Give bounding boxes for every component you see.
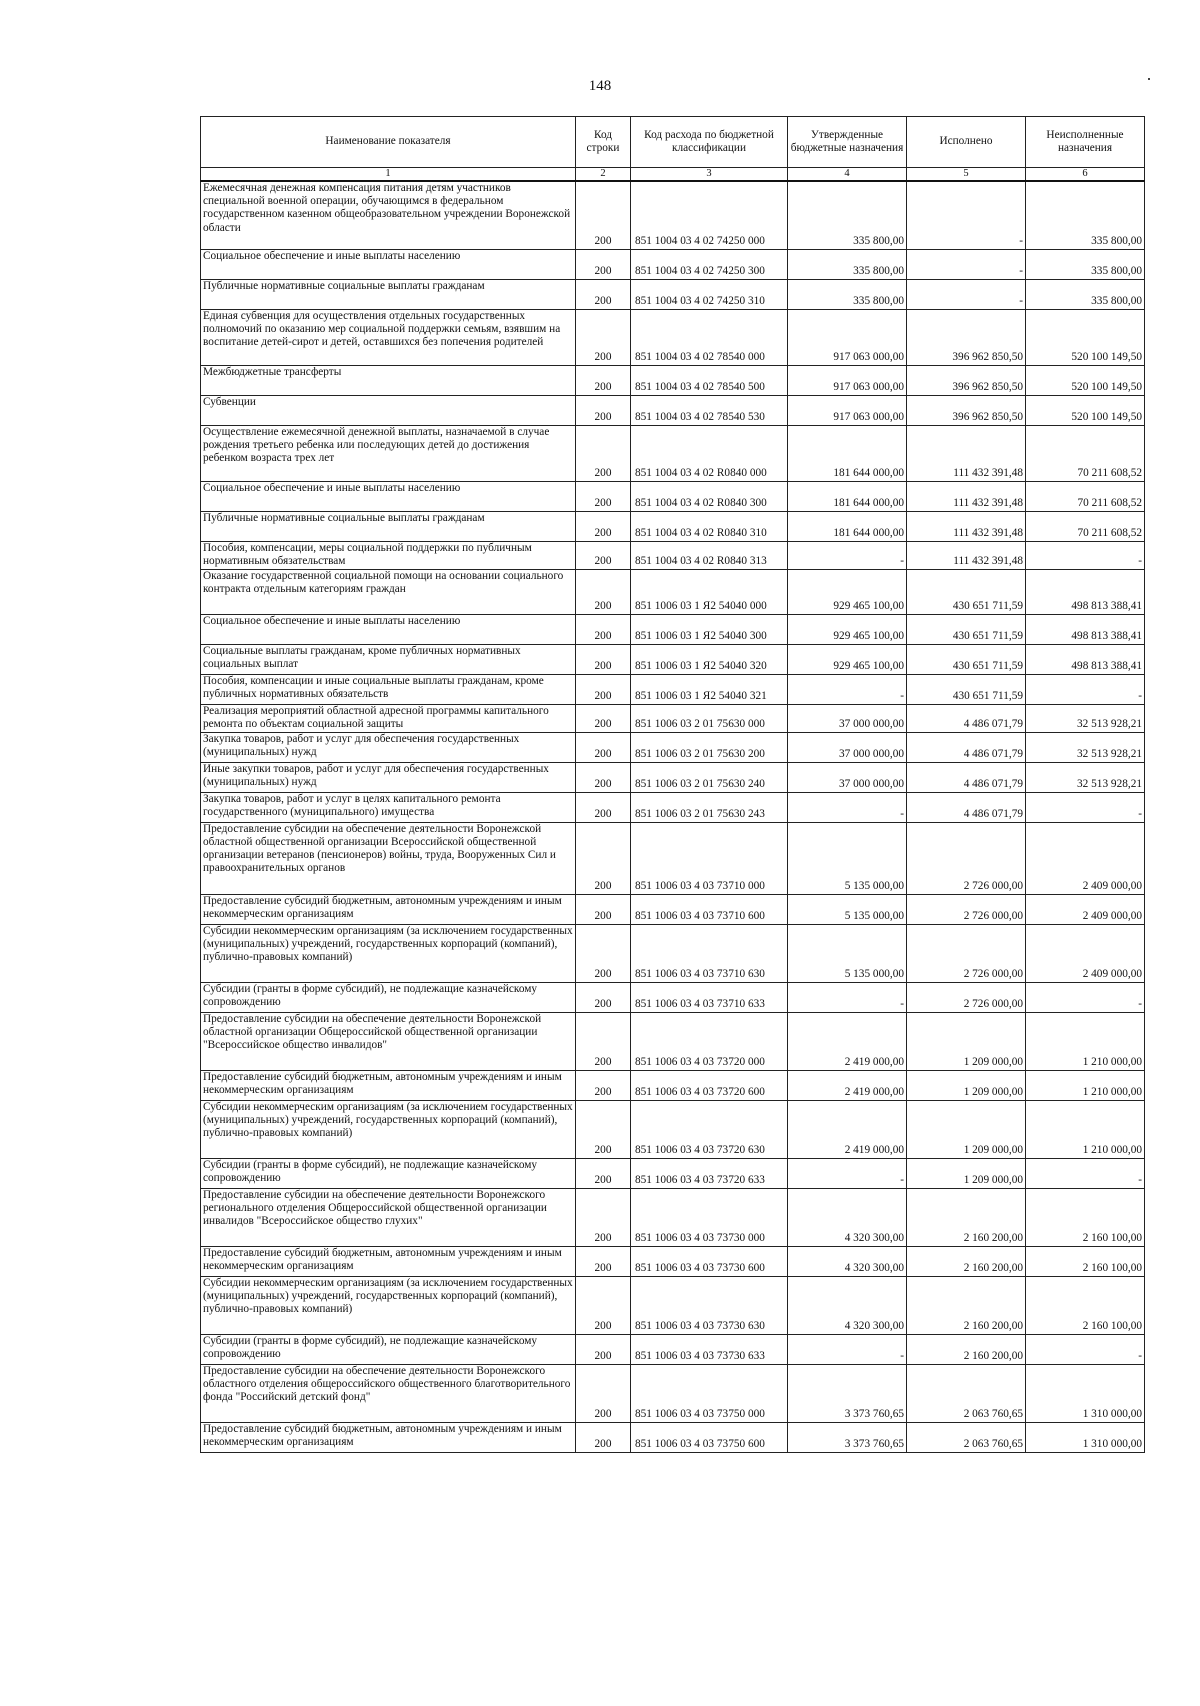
row-approved-amount: 929 465 100,00 (788, 614, 907, 644)
row-approved-amount: 2 419 000,00 (788, 1100, 907, 1158)
row-unexecuted-amount: 1 310 000,00 (1026, 1422, 1145, 1452)
row-line-code: 200 (576, 511, 631, 541)
table-row (201, 481, 1145, 511)
row-line-code: 200 (576, 365, 631, 395)
page-number: 148 (588, 78, 612, 94)
row-executed-amount: 1 209 000,00 (907, 1100, 1026, 1158)
row-approved-amount: 929 465 100,00 (788, 644, 907, 674)
row-executed-amount: - (907, 181, 1026, 249)
row-expense-code: 851 1006 03 4 03 73750 600 (631, 1422, 788, 1452)
column-index: 2 (576, 168, 631, 182)
row-approved-amount: 181 644 000,00 (788, 425, 907, 481)
row-line-code: 200 (576, 279, 631, 309)
row-expense-code: 851 1006 03 1 Я2 54040 320 (631, 644, 788, 674)
table-row (201, 425, 1145, 481)
row-unexecuted-amount: 498 813 388,41 (1026, 644, 1145, 674)
row-line-code: 200 (576, 181, 631, 249)
row-name: Субвенции (201, 395, 576, 425)
row-name: Публичные нормативные социальные выплаты гражданам (201, 279, 576, 309)
row-unexecuted-amount: 32 513 928,21 (1026, 762, 1145, 792)
table-row (201, 822, 1145, 894)
row-approved-amount: 3 373 760,65 (788, 1422, 907, 1452)
table-row (201, 1334, 1145, 1364)
row-name: Социальные выплаты гражданам, кроме публичных нормативных социальных выплат (201, 644, 576, 674)
row-name: Осуществление ежемесячной денежной выплаты, назначаемой в случае рождения третьего ребенка или последующих детей до достижения ребенком возраста трех лет (201, 425, 576, 481)
row-expense-code: 851 1004 03 4 02 R0840 313 (631, 541, 788, 569)
row-unexecuted-amount: 70 211 608,52 (1026, 425, 1145, 481)
scan-speck (1148, 78, 1150, 80)
row-name: Закупка товаров, работ и услуг для обеспечения государственных (муниципальных) нужд (201, 732, 576, 762)
row-unexecuted-amount: 335 800,00 (1026, 279, 1145, 309)
row-executed-amount: 396 962 850,50 (907, 395, 1026, 425)
row-name: Субсидии (гранты в форме субсидий), не подлежащие казначейскому сопровождению (201, 1158, 576, 1188)
row-expense-code: 851 1004 03 4 02 78540 530 (631, 395, 788, 425)
row-line-code: 200 (576, 982, 631, 1012)
row-line-code: 200 (576, 1100, 631, 1158)
row-line-code: 200 (576, 792, 631, 822)
header-executed: Исполнено (907, 117, 1026, 168)
row-name: Закупка товаров, работ и услуг в целях капитального ремонта государственного (муниципального) имущества (201, 792, 576, 822)
row-approved-amount: 929 465 100,00 (788, 569, 907, 614)
row-expense-code: 851 1006 03 4 03 73720 600 (631, 1070, 788, 1100)
row-approved-amount: - (788, 1334, 907, 1364)
row-unexecuted-amount: - (1026, 792, 1145, 822)
row-executed-amount: 2 063 760,65 (907, 1364, 1026, 1422)
row-unexecuted-amount: 2 409 000,00 (1026, 822, 1145, 894)
row-executed-amount: 111 432 391,48 (907, 511, 1026, 541)
row-unexecuted-amount: - (1026, 1334, 1145, 1364)
column-index-row (201, 168, 1145, 182)
table-row (201, 309, 1145, 365)
column-index: 4 (788, 168, 907, 182)
column-index: 3 (631, 168, 788, 182)
row-name: Иные закупки товаров, работ и услуг для обеспечения государственных (муниципальных) нужд (201, 762, 576, 792)
row-unexecuted-amount: 335 800,00 (1026, 181, 1145, 249)
row-expense-code: 851 1006 03 4 03 73720 630 (631, 1100, 788, 1158)
row-name: Субсидии (гранты в форме субсидий), не подлежащие казначейскому сопровождению (201, 982, 576, 1012)
row-expense-code: 851 1006 03 2 01 75630 240 (631, 762, 788, 792)
row-expense-code: 851 1004 03 4 02 74250 310 (631, 279, 788, 309)
row-approved-amount: 3 373 760,65 (788, 1364, 907, 1422)
row-expense-code: 851 1006 03 4 03 73710 633 (631, 982, 788, 1012)
row-line-code: 200 (576, 569, 631, 614)
row-unexecuted-amount: 1 310 000,00 (1026, 1364, 1145, 1422)
row-expense-code: 851 1004 03 4 02 78540 000 (631, 309, 788, 365)
row-approved-amount: 335 800,00 (788, 181, 907, 249)
row-executed-amount: 4 486 071,79 (907, 704, 1026, 732)
row-approved-amount: 4 320 300,00 (788, 1246, 907, 1276)
row-name: Реализация мероприятий областной адресной программы капитального ремонта по объектам социальной защиты (201, 704, 576, 732)
row-executed-amount: 2 063 760,65 (907, 1422, 1026, 1452)
row-unexecuted-amount: 520 100 149,50 (1026, 309, 1145, 365)
table-row (201, 1364, 1145, 1422)
table-row (201, 792, 1145, 822)
table-row (201, 541, 1145, 569)
row-executed-amount: 396 962 850,50 (907, 365, 1026, 395)
header-line-code: Код строки (576, 117, 631, 168)
row-name: Социальное обеспечение и иные выплаты населению (201, 614, 576, 644)
row-line-code: 200 (576, 674, 631, 704)
row-approved-amount: 917 063 000,00 (788, 309, 907, 365)
table-row (201, 982, 1145, 1012)
row-line-code: 200 (576, 1334, 631, 1364)
row-line-code: 200 (576, 1070, 631, 1100)
row-name: Субсидии некоммерческим организациям (за исключением государственных (муниципальных) учреждений, государственных корпораций (компаний), публично-правовых компаний) (201, 924, 576, 982)
row-name: Социальное обеспечение и иные выплаты населению (201, 249, 576, 279)
table-row (201, 924, 1145, 982)
row-executed-amount: 2 726 000,00 (907, 894, 1026, 924)
row-expense-code: 851 1004 03 4 02 74250 300 (631, 249, 788, 279)
row-unexecuted-amount: 70 211 608,52 (1026, 481, 1145, 511)
table-row (201, 1246, 1145, 1276)
row-name: Предоставление субсидии на обеспечение деятельности Воронежской областной организации Общероссийской общественной организации "Всероссийское общество инвалидов" (201, 1012, 576, 1070)
row-name: Предоставление субсидий бюджетным, автономным учреждениям и иным некоммерческим организациям (201, 894, 576, 924)
table-row (201, 1276, 1145, 1334)
row-expense-code: 851 1006 03 2 01 75630 243 (631, 792, 788, 822)
column-index: 6 (1026, 168, 1145, 182)
column-index: 1 (201, 168, 576, 182)
row-approved-amount: 37 000 000,00 (788, 704, 907, 732)
row-name: Единая субвенция для осуществления отдельных государственных полномочий по оказанию мер социальной поддержки семьям, взявшим на воспитание детей-сирот и детей, оставшихся без попечения родителей (201, 309, 576, 365)
table-row (201, 894, 1145, 924)
row-expense-code: 851 1006 03 1 Я2 54040 000 (631, 569, 788, 614)
row-approved-amount: 37 000 000,00 (788, 732, 907, 762)
row-name: Пособия, компенсации и иные социальные выплаты гражданам, кроме публичных нормативных обязательств (201, 674, 576, 704)
row-approved-amount: - (788, 674, 907, 704)
row-expense-code: 851 1006 03 4 03 73730 633 (631, 1334, 788, 1364)
table-row (201, 1158, 1145, 1188)
row-executed-amount: 430 651 711,59 (907, 569, 1026, 614)
row-unexecuted-amount: 70 211 608,52 (1026, 511, 1145, 541)
row-unexecuted-amount: - (1026, 1158, 1145, 1188)
row-approved-amount: 917 063 000,00 (788, 365, 907, 395)
row-unexecuted-amount: 498 813 388,41 (1026, 614, 1145, 644)
row-unexecuted-amount: 520 100 149,50 (1026, 395, 1145, 425)
row-name: Предоставление субсидий бюджетным, автономным учреждениям и иным некоммерческим организациям (201, 1070, 576, 1100)
row-line-code: 200 (576, 249, 631, 279)
row-line-code: 200 (576, 894, 631, 924)
row-unexecuted-amount: 335 800,00 (1026, 249, 1145, 279)
row-executed-amount: 2 160 200,00 (907, 1188, 1026, 1246)
row-line-code: 200 (576, 1158, 631, 1188)
row-name: Пособия, компенсации, меры социальной поддержки по публичным нормативным обязательствам (201, 541, 576, 569)
row-expense-code: 851 1006 03 4 03 73750 000 (631, 1364, 788, 1422)
row-executed-amount: 4 486 071,79 (907, 732, 1026, 762)
row-executed-amount: 4 486 071,79 (907, 792, 1026, 822)
row-executed-amount: 2 726 000,00 (907, 982, 1026, 1012)
row-line-code: 200 (576, 732, 631, 762)
row-name: Субсидии некоммерческим организациям (за исключением государственных (муниципальных) учреждений, государственных корпораций (компаний), публично-правовых компаний) (201, 1276, 576, 1334)
table-row (201, 674, 1145, 704)
row-expense-code: 851 1006 03 4 03 73710 630 (631, 924, 788, 982)
row-expense-code: 851 1004 03 4 02 R0840 000 (631, 425, 788, 481)
row-line-code: 200 (576, 822, 631, 894)
header-row (201, 117, 1145, 168)
row-executed-amount: 2 726 000,00 (907, 822, 1026, 894)
row-name: Предоставление субсидий бюджетным, автономным учреждениям и иным некоммерческим организациям (201, 1246, 576, 1276)
row-approved-amount: 37 000 000,00 (788, 762, 907, 792)
row-unexecuted-amount: - (1026, 541, 1145, 569)
row-executed-amount: 430 651 711,59 (907, 644, 1026, 674)
header-unexecuted: Неисполненные назначения (1026, 117, 1145, 168)
row-executed-amount: - (907, 249, 1026, 279)
row-name: Предоставление субсидии на обеспечение деятельности Воронежского регионального отделения Общероссийской общественной организации инвалидов "Всероссийское общество глухих" (201, 1188, 576, 1246)
row-unexecuted-amount: 1 210 000,00 (1026, 1012, 1145, 1070)
row-approved-amount: 917 063 000,00 (788, 395, 907, 425)
row-executed-amount: 430 651 711,59 (907, 614, 1026, 644)
row-expense-code: 851 1006 03 4 03 73720 000 (631, 1012, 788, 1070)
row-name: Предоставление субсидии на обеспечение деятельности Воронежского областного отделения общероссийского общественного благотворительного фонда "Российский детский фонд" (201, 1364, 576, 1422)
row-line-code: 200 (576, 644, 631, 674)
row-expense-code: 851 1006 03 2 01 75630 000 (631, 704, 788, 732)
table-row (201, 1100, 1145, 1158)
row-line-code: 200 (576, 395, 631, 425)
table-row (201, 1070, 1145, 1100)
row-executed-amount: 1 209 000,00 (907, 1012, 1026, 1070)
row-expense-code: 851 1006 03 1 Я2 54040 300 (631, 614, 788, 644)
row-expense-code: 851 1004 03 4 02 R0840 310 (631, 511, 788, 541)
row-name: Предоставление субсидий бюджетным, автономным учреждениям и иным некоммерческим организациям (201, 1422, 576, 1452)
table-row (201, 732, 1145, 762)
row-expense-code: 851 1004 03 4 02 74250 000 (631, 181, 788, 249)
row-name: Публичные нормативные социальные выплаты гражданам (201, 511, 576, 541)
row-approved-amount: 181 644 000,00 (788, 511, 907, 541)
table-row (201, 644, 1145, 674)
row-executed-amount: 1 209 000,00 (907, 1070, 1026, 1100)
row-unexecuted-amount: 520 100 149,50 (1026, 365, 1145, 395)
row-line-code: 200 (576, 704, 631, 732)
row-unexecuted-amount: 2 160 100,00 (1026, 1276, 1145, 1334)
row-executed-amount: 2 160 200,00 (907, 1334, 1026, 1364)
row-approved-amount: 4 320 300,00 (788, 1276, 907, 1334)
row-unexecuted-amount: - (1026, 982, 1145, 1012)
row-unexecuted-amount: 32 513 928,21 (1026, 704, 1145, 732)
row-name: Ежемесячная денежная компенсация питания детям участников специальной военной операции, обучающимся в федеральном государственном казенном общеобразовательном учреждении Воронежской области (201, 181, 576, 249)
row-executed-amount: 111 432 391,48 (907, 425, 1026, 481)
row-executed-amount: 1 209 000,00 (907, 1158, 1026, 1188)
row-line-code: 200 (576, 1276, 631, 1334)
row-line-code: 200 (576, 1422, 631, 1452)
table-row (201, 365, 1145, 395)
row-approved-amount: 335 800,00 (788, 249, 907, 279)
row-approved-amount: - (788, 541, 907, 569)
row-approved-amount: - (788, 982, 907, 1012)
table-row (201, 1188, 1145, 1246)
row-expense-code: 851 1006 03 4 03 73720 633 (631, 1158, 788, 1188)
table-row (201, 1012, 1145, 1070)
row-executed-amount: 2 160 200,00 (907, 1276, 1026, 1334)
row-executed-amount: 4 486 071,79 (907, 762, 1026, 792)
row-expense-code: 851 1004 03 4 02 R0840 300 (631, 481, 788, 511)
table-row (201, 762, 1145, 792)
row-line-code: 200 (576, 1188, 631, 1246)
header-indicator-name: Наименование показателя (201, 117, 576, 168)
row-unexecuted-amount: 2 160 100,00 (1026, 1188, 1145, 1246)
row-expense-code: 851 1006 03 4 03 73730 630 (631, 1276, 788, 1334)
row-approved-amount: 2 419 000,00 (788, 1070, 907, 1100)
row-line-code: 200 (576, 1364, 631, 1422)
row-expense-code: 851 1004 03 4 02 78540 500 (631, 365, 788, 395)
table-row (201, 181, 1145, 249)
row-line-code: 200 (576, 1246, 631, 1276)
row-approved-amount: 5 135 000,00 (788, 894, 907, 924)
row-executed-amount: 2 726 000,00 (907, 924, 1026, 982)
table-row (201, 1422, 1145, 1452)
row-approved-amount: 181 644 000,00 (788, 481, 907, 511)
row-executed-amount: 430 651 711,59 (907, 674, 1026, 704)
table-row (201, 511, 1145, 541)
row-expense-code: 851 1006 03 2 01 75630 200 (631, 732, 788, 762)
row-approved-amount: 5 135 000,00 (788, 924, 907, 982)
row-unexecuted-amount: 1 210 000,00 (1026, 1070, 1145, 1100)
row-line-code: 200 (576, 309, 631, 365)
row-executed-amount: 396 962 850,50 (907, 309, 1026, 365)
row-approved-amount: 2 419 000,00 (788, 1012, 907, 1070)
header-expense-code: Код расхода по бюджетной классификации (631, 117, 788, 168)
row-expense-code: 851 1006 03 4 03 73710 000 (631, 822, 788, 894)
row-name: Предоставление субсидии на обеспечение деятельности Воронежской областной общественной организации Всероссийской общественной организации ветеранов (пенсионеров) войны, труда, Вооруженных Сил и правоохранительных органов (201, 822, 576, 894)
row-name: Межбюджетные трансферты (201, 365, 576, 395)
row-expense-code: 851 1006 03 4 03 73710 600 (631, 894, 788, 924)
row-executed-amount: 111 432 391,48 (907, 541, 1026, 569)
table-row (201, 395, 1145, 425)
row-approved-amount: 335 800,00 (788, 279, 907, 309)
table-row (201, 279, 1145, 309)
row-executed-amount: - (907, 279, 1026, 309)
row-line-code: 200 (576, 614, 631, 644)
table-row (201, 569, 1145, 614)
row-expense-code: 851 1006 03 1 Я2 54040 321 (631, 674, 788, 704)
row-name: Оказание государственной социальной помощи на основании социального контракта отдельным категориям граждан (201, 569, 576, 614)
row-unexecuted-amount: - (1026, 674, 1145, 704)
table-body (201, 181, 1145, 1452)
row-approved-amount: 4 320 300,00 (788, 1188, 907, 1246)
budget-execution-table (200, 116, 1145, 1453)
row-line-code: 200 (576, 541, 631, 569)
row-expense-code: 851 1006 03 4 03 73730 600 (631, 1246, 788, 1276)
row-unexecuted-amount: 2 409 000,00 (1026, 894, 1145, 924)
row-approved-amount: - (788, 1158, 907, 1188)
row-unexecuted-amount: 498 813 388,41 (1026, 569, 1145, 614)
header-approved: Утвержденные бюджетные назначения (788, 117, 907, 168)
row-line-code: 200 (576, 924, 631, 982)
row-unexecuted-amount: 1 210 000,00 (1026, 1100, 1145, 1158)
row-name: Социальное обеспечение и иные выплаты населению (201, 481, 576, 511)
row-line-code: 200 (576, 762, 631, 792)
row-unexecuted-amount: 2 409 000,00 (1026, 924, 1145, 982)
table-row (201, 614, 1145, 644)
row-executed-amount: 111 432 391,48 (907, 481, 1026, 511)
row-unexecuted-amount: 2 160 100,00 (1026, 1246, 1145, 1276)
row-expense-code: 851 1006 03 4 03 73730 000 (631, 1188, 788, 1246)
row-name: Субсидии (гранты в форме субсидий), не подлежащие казначейскому сопровождению (201, 1334, 576, 1364)
row-line-code: 200 (576, 1012, 631, 1070)
row-name: Субсидии некоммерческим организациям (за исключением государственных (муниципальных) учреждений, государственных корпораций (компаний), публично-правовых компаний) (201, 1100, 576, 1158)
column-index: 5 (907, 168, 1026, 182)
table-row (201, 249, 1145, 279)
row-line-code: 200 (576, 481, 631, 511)
row-line-code: 200 (576, 425, 631, 481)
row-approved-amount: 5 135 000,00 (788, 822, 907, 894)
row-approved-amount: - (788, 792, 907, 822)
row-executed-amount: 2 160 200,00 (907, 1246, 1026, 1276)
table-row (201, 704, 1145, 732)
row-unexecuted-amount: 32 513 928,21 (1026, 732, 1145, 762)
